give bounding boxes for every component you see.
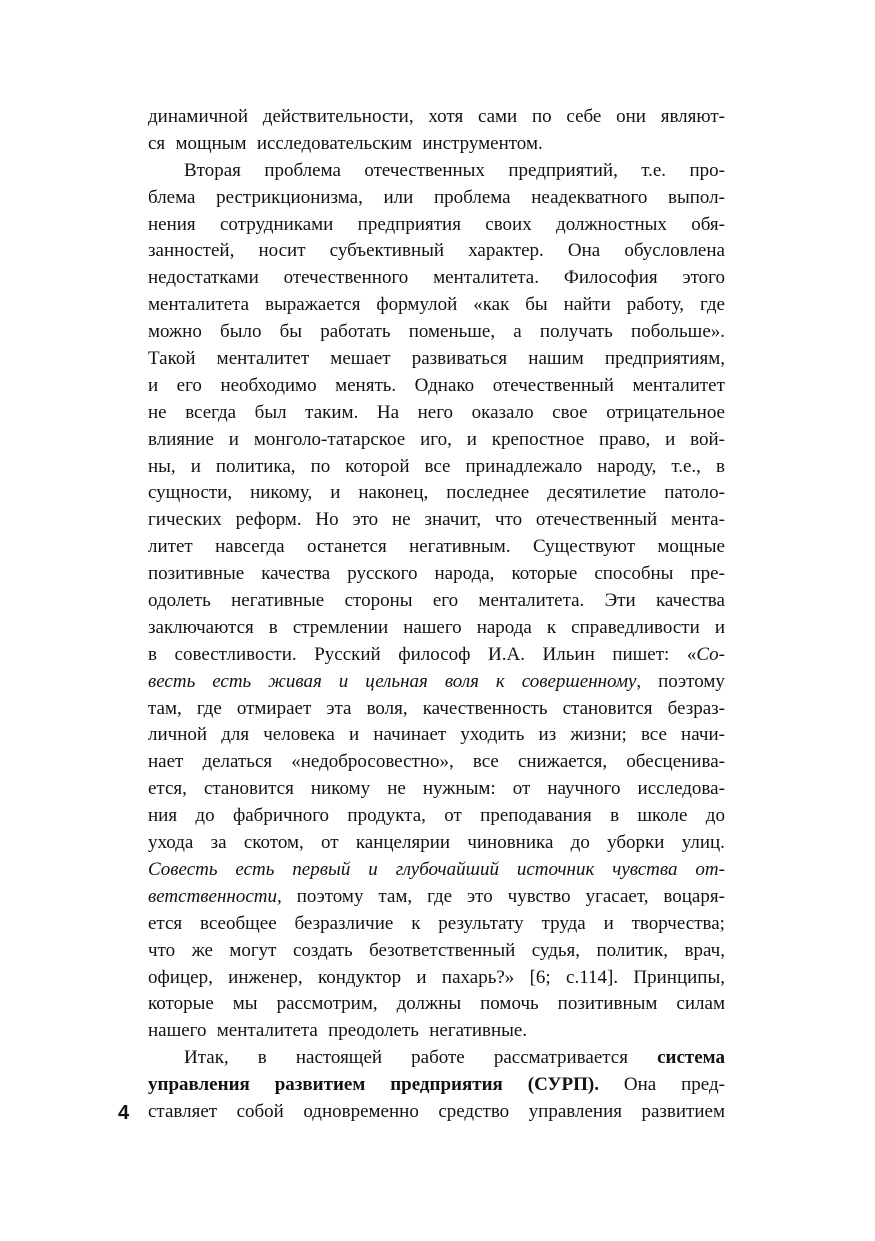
text-line: Вторая проблема отечественных предприятий, т.е. про- bbox=[184, 159, 725, 181]
text-line: ставляет собой одновременно средство управления развитием bbox=[148, 1100, 725, 1122]
text-line: управления развитием предприятия (СУРП). Она пред- bbox=[148, 1074, 725, 1096]
text-line: офицер, инженер, кондуктор и пахарь?» [6; с.114]. Принципы, bbox=[148, 966, 725, 988]
text-line: не всегда был таким. На него оказало свое отрицательное bbox=[148, 401, 725, 423]
text-line: Такой менталитет мешает развиваться нашим предприятиям, bbox=[148, 348, 725, 370]
text-line: ния до фабричного продукта, от преподавания в школе до bbox=[148, 805, 725, 827]
text-line: гических реформ. Но это не значит, что отечественный мента- bbox=[148, 509, 725, 531]
text-line: динамичной действительности, хотя сами по себе они являют- bbox=[148, 106, 725, 127]
text-line: позитивные качества русского народа, которые способны пре- bbox=[148, 563, 725, 585]
text-line: менталитета выражается формулой «как бы найти работу, где bbox=[148, 294, 725, 316]
text-line: нения сотрудниками предприятия своих должностных обя- bbox=[148, 213, 725, 235]
body-text bbox=[148, 104, 725, 1126]
text-line: Совесть есть первый и глубочайший источник чувства от- bbox=[148, 858, 725, 880]
text-line: личной для человека и начинает уходить из жизни; все начи- bbox=[148, 724, 725, 746]
text-line: можно было бы работать поменьше, а получать побольше». bbox=[148, 321, 725, 343]
text-line: ухода за скотом, от канцелярии чиновника до уборки улиц. bbox=[148, 832, 725, 854]
text-line: ется всеобщее безразличие к результату труда и творчества; bbox=[148, 912, 725, 934]
text-line: ется, становится никому не нужным: от научного исследова- bbox=[148, 778, 725, 800]
text-line: недостатками отечественного менталитета. Философия этого bbox=[148, 267, 725, 289]
text-line: Итак, в настоящей работе рассматривается система bbox=[184, 1047, 725, 1069]
text-line: в совестливости. Русский философ И.А. Ильин пишет: «Со- bbox=[148, 643, 725, 665]
text-line: нашего менталитета преодолеть негативные. bbox=[148, 1020, 528, 1042]
text-line: ны, и политика, по которой все принадлежало народу, т.е., в bbox=[148, 455, 725, 477]
text-line: нает делаться «недобросовестно», все снижается, обесценива- bbox=[148, 751, 725, 773]
text-line: весть есть живая и цельная воля к совершенному, поэтому bbox=[148, 670, 725, 692]
text-line: ся мощным исследовательским инструментом. bbox=[148, 132, 543, 154]
text-line: которые мы рассмотрим, должны помочь позитивным силам bbox=[148, 993, 725, 1015]
text-line: что же могут создать безответственный судья, политик, врач, bbox=[148, 939, 725, 961]
page-number: 4 bbox=[118, 1102, 130, 1124]
text-line: литет навсегда останется негативным. Существуют мощные bbox=[148, 536, 725, 558]
text-line: сущности, никому, и наконец, последнее десятилетие патоло- bbox=[148, 482, 725, 504]
text-line: заключаются в стремлении нашего народа к справедливости и bbox=[148, 616, 725, 638]
text-line: ветственности, поэтому там, где это чувство угасает, воцаря- bbox=[148, 885, 725, 907]
text-line: влияние и монголо-татарское иго, и крепостное право, и вой- bbox=[148, 428, 725, 450]
text-line: там, где отмирает эта воля, качественность становится безраз- bbox=[148, 697, 725, 719]
text-line: занностей, носит субъективный характер. Она обусловлена bbox=[148, 240, 725, 262]
text-line: блема рестрикционизма, или проблема неадекватного выпол- bbox=[148, 186, 725, 208]
text-line: одолеть негативные стороны его менталитета. Эти качества bbox=[148, 590, 725, 612]
text-line: и его необходимо менять. Однако отечественный менталитет bbox=[148, 374, 725, 396]
